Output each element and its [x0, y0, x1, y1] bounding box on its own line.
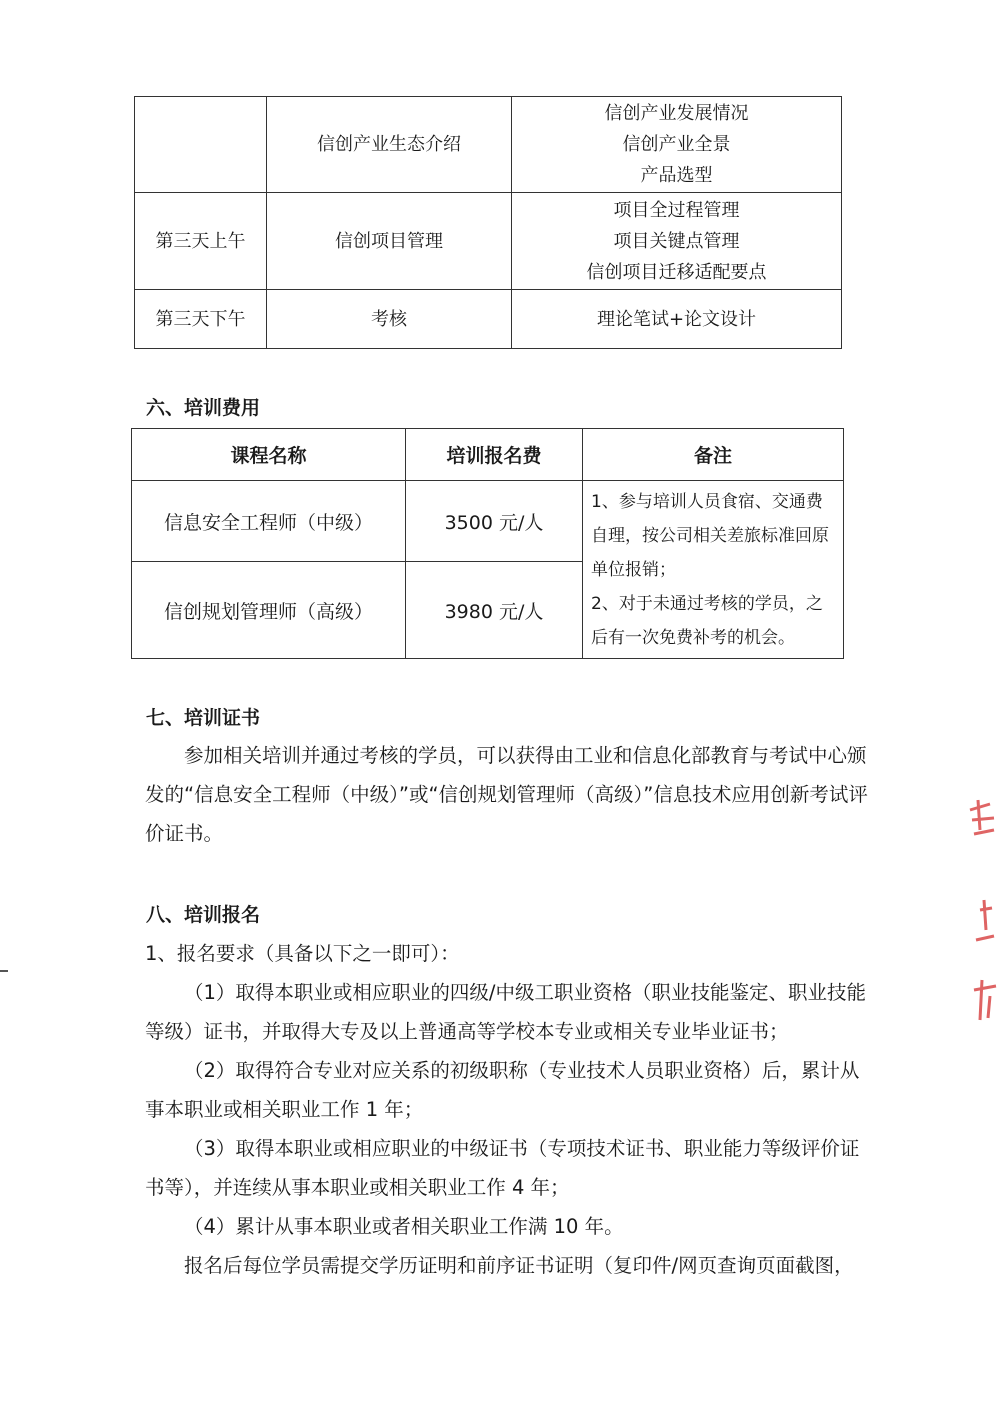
schedule-topic: 考核	[267, 290, 512, 349]
content-line: 项目关键点管理	[613, 230, 740, 252]
requirement-item: （3）取得本职业或相应职业的中级证书（专项技术证书、职业能力等级评价证书等），并连续从事本职业或相关职业工作 4 年；	[145, 1137, 860, 1199]
header-fee: 培训报名费	[406, 429, 583, 481]
table-row	[135, 290, 842, 349]
header-course-name: 课程名称	[132, 429, 406, 481]
course-fee: 3980 元/人	[406, 562, 583, 659]
content-line: 理论笔试+论文设计	[596, 308, 757, 330]
after-text: 报名后每位学员需提交学历证明和前序证书证明（复印件/网页查询页面截图，	[184, 1254, 854, 1277]
certificate-text: 参加相关培训并通过考核的学员，可以获得由工业和信息化部教育与考试中心颁发的“信息安全工程师（中级）”或“信创规划管理师（高级）”信息技术应用创新考试评价证书。	[145, 744, 868, 845]
schedule-day	[135, 97, 267, 193]
content-line: 信创产业全景	[622, 134, 731, 155]
registration-heading: 八、培训报名	[146, 904, 261, 926]
fee-notes	[583, 481, 844, 659]
table-row	[135, 97, 842, 193]
certificate-heading: 七、培训证书	[146, 707, 261, 729]
note-line: 2、对于未通过考核的学员，之后有一次免费补考的机会。	[591, 593, 823, 648]
requirement-title: 1、报名要求（具备以下之一即可）：	[145, 942, 460, 965]
schedule-topic: 信创项目管理	[267, 193, 512, 290]
content-line: 信创项目迁移适配要点	[586, 261, 767, 283]
content-line: 产品选型	[640, 165, 713, 186]
table-row	[135, 193, 842, 290]
schedule-contents	[512, 97, 842, 193]
requirement-item: （2）取得符合专业对应关系的初级职称（专业技术人员职业资格）后，累计从事本职业或相关职业工作 1 年；	[145, 1059, 860, 1121]
header-notes: 备注	[583, 429, 844, 481]
schedule-day: 第三天下午	[135, 290, 267, 349]
content-line: 项目全过程管理	[613, 199, 740, 221]
course-fee: 3500 元/人	[406, 481, 583, 562]
course-name: 信创规划管理师（高级）	[132, 562, 406, 659]
fees-heading: 六、培训费用	[146, 397, 261, 419]
schedule-table	[134, 96, 842, 349]
table-row	[132, 481, 844, 562]
table-header-row	[132, 429, 844, 481]
seal-fragment-icon	[960, 790, 1000, 1040]
course-name: 信息安全工程师（中级）	[132, 481, 406, 562]
note-line: 1、参与培训人员食宿、交通费自理，按公司相关差旅标准回原单位报销；	[591, 491, 829, 580]
content-line: 信创产业发展情况	[604, 103, 749, 124]
schedule-contents	[512, 290, 842, 349]
fees-table	[131, 428, 844, 659]
page-edge-mark	[0, 970, 8, 972]
requirement-list	[145, 973, 873, 1285]
schedule-day: 第三天上午	[135, 193, 267, 290]
requirement-item: （1）取得本职业或相应职业的四级/中级工职业资格（职业技能鉴定、职业技能等级）证书，并取得大专及以上普通高等学校本专业或相关专业毕业证书；	[145, 981, 866, 1043]
schedule-contents	[512, 193, 842, 290]
schedule-topic: 信创产业生态介绍	[267, 97, 512, 193]
requirement-item: （4）累计从事本职业或者相关职业工作满 10 年。	[184, 1215, 624, 1238]
